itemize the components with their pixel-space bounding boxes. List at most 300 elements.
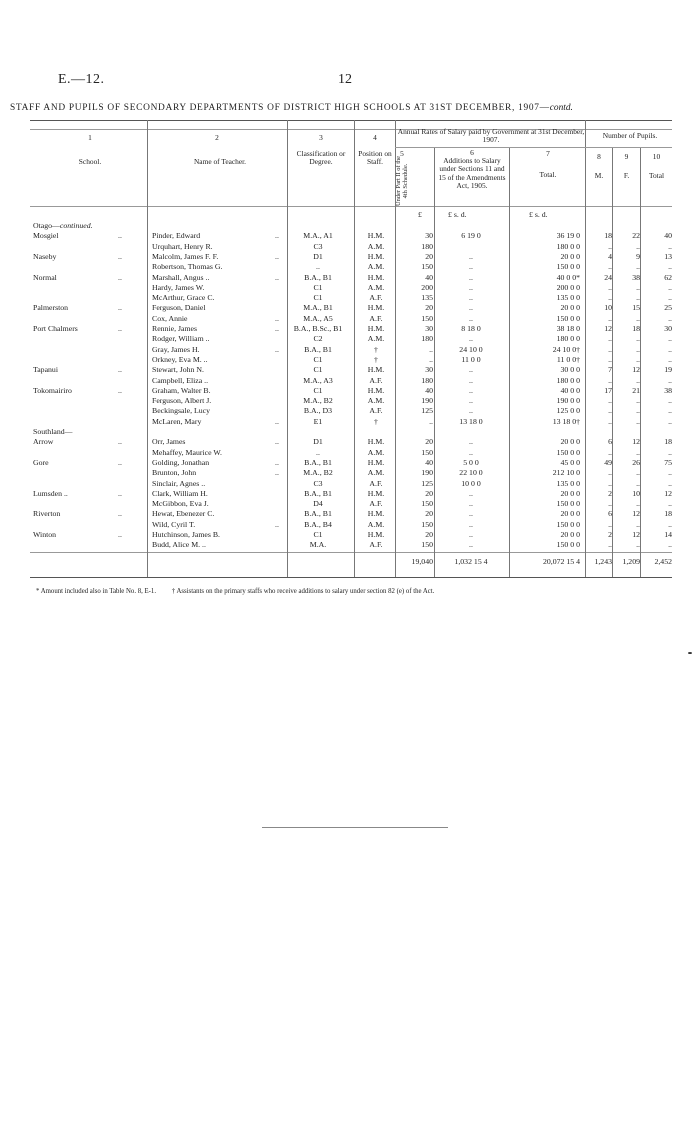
table-row [0, 221, 700, 231]
teacher-leader-dots: .. [275, 251, 279, 261]
title-contd: contd. [549, 103, 573, 113]
salary-total: 20 0 0 [560, 251, 580, 261]
salary-group-rule [395, 147, 585, 148]
salary-additions: .. [469, 437, 473, 447]
salary-total: 190 0 0 [556, 396, 580, 406]
pupils-total: 18 [664, 437, 672, 447]
classification: B.A., B1 [304, 488, 332, 498]
table-row [0, 365, 700, 375]
pupils-male: .. [608, 241, 612, 251]
pupils-total: .. [668, 540, 672, 550]
salary-under-part: 30 [425, 365, 433, 375]
salary-under-part: 135 [421, 293, 433, 303]
pupils-male: 18 [604, 231, 612, 241]
pupils-female: .. [636, 478, 640, 488]
school-leader-dots: .. [118, 324, 122, 333]
pupils-total: .. [668, 406, 672, 416]
footnote-asterisk: * Amount included also in Table No. 8, E-1. [36, 588, 157, 595]
teacher-name: Ferguson, Albert J. [152, 396, 212, 406]
salary-additions: .. [469, 251, 473, 261]
teacher-name: Urquhart, Henry R. [152, 241, 213, 251]
salary-additions: .. [469, 509, 473, 519]
pupils-male: .. [608, 334, 612, 344]
table-row [0, 540, 700, 550]
total-pupils: 2,452 [654, 557, 672, 566]
col-header-pupils-group: Number of Pupils. [602, 131, 658, 140]
salary-under-part: 125 [421, 478, 433, 488]
teacher-name: Wild, Cyril T. [152, 519, 196, 529]
page-number: 12 [338, 72, 352, 87]
pupils-female: 9 [636, 251, 640, 261]
classification: B.A., B1 [304, 457, 332, 467]
col-header-position: Position on Staff. [358, 149, 392, 167]
classification: M.A., B2 [303, 396, 333, 406]
school-leader-dots: .. [118, 457, 122, 467]
pupils-male: 49 [604, 457, 612, 467]
position: A.F. [369, 313, 383, 323]
salary-total: 135 0 0 [556, 293, 580, 303]
pupils-total: 18 [664, 509, 672, 519]
position: † [374, 416, 378, 426]
teacher-name: Stewart, John N. [152, 365, 204, 375]
position: A.M. [367, 241, 385, 251]
teacher-leader-dots: .. [275, 519, 279, 529]
pupils-female: 15 [632, 303, 640, 313]
salary-additions: .. [469, 385, 473, 395]
salary-total: 38 18 0 [556, 324, 580, 333]
position: H.M. [367, 303, 385, 313]
pupils-total: .. [668, 354, 672, 364]
school-name: Tokomairiro [33, 385, 72, 395]
pupils-female: .. [636, 519, 640, 529]
col-number-9: 9 [624, 152, 629, 161]
end-rule [262, 827, 448, 828]
table-row [0, 293, 700, 303]
classification: B.A., B.Sc., B1 [293, 324, 343, 333]
salary-total: 150 0 0 [556, 540, 580, 550]
salary-under-part: 40 [425, 457, 433, 467]
pupils-female: .. [636, 499, 640, 509]
pupils-female: 38 [632, 272, 640, 282]
position: H.M. [367, 457, 385, 467]
school-name: Mosgiel [33, 231, 59, 241]
classification: C1 [313, 385, 323, 395]
salary-total: 212 10 0 [552, 468, 580, 478]
position: † [374, 344, 378, 354]
school-name: Naseby [33, 251, 57, 261]
table-row [0, 437, 700, 447]
salary-under-part: 150 [421, 447, 433, 457]
col-number-6: 6 [470, 148, 474, 157]
classification: C3 [313, 478, 323, 488]
salary-total: 125 0 0 [556, 406, 580, 416]
pupils-total: .. [668, 241, 672, 251]
salary-total: 45 0 0 [560, 457, 580, 467]
pupils-male: .. [608, 293, 612, 303]
teacher-name: Gray, James H. [152, 344, 200, 354]
pupils-female: .. [636, 282, 640, 292]
col-number-4: 4 [373, 133, 377, 142]
pupils-female: 18 [632, 324, 640, 333]
teacher-name: Clark, William H. [152, 488, 208, 498]
pupils-female: .. [636, 396, 640, 406]
salary-additions: .. [469, 365, 473, 375]
classification: M.A., A5 [303, 313, 333, 323]
teacher-leader-dots: .. [275, 468, 279, 478]
pupils-male: .. [608, 282, 612, 292]
salary-under-part: 180 [421, 375, 433, 385]
table-row [0, 499, 700, 509]
salary-additions: .. [469, 262, 473, 272]
pupils-total: 75 [664, 457, 672, 467]
classification: C1 [313, 530, 323, 539]
teacher-name: McLaren, Mary [152, 416, 202, 426]
classification: M.A., A3 [303, 375, 333, 385]
salary-total: 40 0 0 [560, 385, 580, 395]
position: A.F. [369, 375, 383, 385]
pupils-female: .. [636, 344, 640, 354]
school-leader-dots: .. [118, 303, 122, 313]
pupils-female: .. [636, 447, 640, 457]
pupils-female: 12 [632, 530, 640, 539]
salary-total: 150 0 0 [556, 262, 580, 272]
teacher-name: Robertson, Thomas G. [152, 262, 223, 272]
school-name: Gore [33, 457, 49, 467]
table-top-rule [30, 120, 672, 121]
salary-additions: .. [469, 303, 473, 313]
pupils-female: 21 [632, 385, 640, 395]
salary-under-part: 20 [425, 509, 433, 519]
pupils-male: 2 [608, 530, 612, 539]
pupils-female: .. [636, 468, 640, 478]
classification: D1 [313, 251, 323, 261]
title-main: STAFF AND PUPILS OF SECONDARY DEPARTMENTS OF DISTRICT HIGH SCHOOLS AT 31ST DECEMBER, 1907— [10, 103, 550, 113]
salary-under-part: 30 [425, 324, 433, 333]
salary-additions: .. [469, 396, 473, 406]
school-name: Southland— [33, 427, 73, 436]
classification: E1 [313, 416, 323, 426]
continued-note: continued. [59, 221, 93, 230]
salary-under-part: 20 [425, 303, 433, 313]
pupils-female: 12 [632, 365, 640, 375]
teacher-name: Brunton, John [152, 468, 197, 478]
pupils-female: .. [636, 416, 640, 426]
col-number-7: 7 [546, 149, 550, 158]
table-row [0, 324, 700, 334]
pupils-total: .. [668, 499, 672, 509]
col-number-5: 5 [400, 149, 404, 158]
table-row [0, 242, 700, 252]
col-header-salary-group: Annual Rates of Salary paid by Government at 31st December, 1907. [397, 127, 585, 145]
salary-additions: 22 10 0 [459, 468, 483, 478]
teacher-name: Golding, Jonathan [152, 457, 210, 467]
table-row [0, 396, 700, 406]
pupils-female: .. [636, 406, 640, 416]
col-number-3: 3 [319, 133, 323, 142]
salary-total: 20 0 0 [560, 509, 580, 519]
totals-rule [30, 552, 672, 553]
teacher-leader-dots: .. [275, 344, 279, 354]
salary-under-part: 180 [421, 334, 433, 344]
col-header-school: School. [78, 157, 102, 166]
salary-additions: .. [469, 447, 473, 457]
salary-additions: 11 0 0 [461, 354, 481, 364]
table-row [0, 314, 700, 324]
table-row [0, 303, 700, 313]
table-row [0, 376, 700, 386]
school-leader-dots: .. [118, 385, 122, 395]
col-header-total: Total. [539, 170, 557, 179]
salary-additions: .. [469, 406, 473, 416]
table-row [0, 479, 700, 489]
pupils-female: 12 [632, 437, 640, 447]
pupils-female: 10 [632, 488, 640, 498]
school-name: Otago—continued. [33, 221, 93, 230]
units-row [0, 210, 700, 220]
table-row [0, 386, 700, 396]
table-row [0, 252, 700, 262]
unit-lsd-additions: £ s. d. [448, 210, 467, 219]
position: A.F. [369, 478, 383, 488]
salary-total: 20 0 0 [560, 488, 580, 498]
teacher-name: McArthur, Grace C. [152, 293, 215, 303]
teacher-leader-dots: .. [275, 324, 279, 333]
classification: C1 [313, 365, 323, 375]
table-row [0, 231, 700, 241]
salary-total: 150 0 0 [556, 447, 580, 457]
pupils-male: .. [608, 499, 612, 509]
salary-additions: .. [469, 499, 473, 509]
salary-total: 150 0 0 [556, 519, 580, 529]
salary-under-part: .. [429, 344, 433, 354]
salary-total: 20 0 0 [560, 530, 580, 539]
teacher-name: Rodger, William .. [152, 334, 210, 344]
position: H.M. [367, 272, 385, 282]
total-male: 1,243 [594, 557, 612, 566]
teacher-leader-dots: .. [275, 231, 279, 241]
pupils-female: .. [636, 293, 640, 303]
salary-total: 20 0 0 [560, 303, 580, 313]
classification: D4 [313, 499, 323, 509]
pupils-female: .. [636, 262, 640, 272]
classification: C2 [313, 334, 323, 344]
col-header-additions: Additions to Salary under Sections 11 and 15 of the Amendments Act, 1905. [438, 156, 506, 190]
col-header-classification: Classification or Degree. [296, 149, 346, 167]
salary-under-part: 20 [425, 437, 433, 447]
pupils-total: .. [668, 313, 672, 323]
unit-lsd-total: £ s. d. [529, 210, 548, 219]
pupils-female: 26 [632, 457, 640, 467]
teacher-name: Hutchinson, James B. [152, 530, 221, 539]
classification: M.A., B1 [303, 303, 333, 313]
salary-under-part: 125 [421, 406, 433, 416]
salary-under-part: .. [429, 354, 433, 364]
school-name: Arrow [33, 437, 54, 447]
pupils-male: .. [608, 416, 612, 426]
teacher-name: Marshall, Angus .. [152, 272, 210, 282]
teacher-name: McGibbon, Eva J. [152, 499, 209, 509]
salary-under-part: 150 [421, 519, 433, 529]
salary-additions: 6 19 0 [461, 231, 481, 241]
salary-additions: .. [469, 334, 473, 344]
classification: B.A., D3 [303, 406, 333, 416]
teacher-leader-dots: .. [275, 457, 279, 467]
table-row [0, 509, 700, 519]
salary-under-part: 40 [425, 385, 433, 395]
salary-total: 11 0 0† [556, 354, 580, 364]
pupils-total: .. [668, 282, 672, 292]
position: H.M. [367, 385, 385, 395]
pupils-female: .. [636, 313, 640, 323]
school-name: Palmerston [33, 303, 69, 313]
pupils-total: 38 [664, 385, 672, 395]
salary-total: 180 0 0 [556, 375, 580, 385]
position: A.M. [367, 468, 385, 478]
pupils-group-rule [585, 147, 672, 148]
salary-additions: .. [469, 282, 473, 292]
teacher-name: Sinclair, Agnes .. [152, 478, 206, 488]
salary-under-part: 190 [421, 468, 433, 478]
teacher-name: Hewat, Ebenezer C. [152, 509, 215, 519]
pupils-male: 17 [604, 385, 612, 395]
salary-under-part: 40 [425, 272, 433, 282]
salary-under-part: 200 [421, 282, 433, 292]
pupils-male: .. [608, 354, 612, 364]
pupils-total: .. [668, 293, 672, 303]
table-row [0, 417, 700, 427]
col-header-under-part: Under Part II of the 4th Schedule. [395, 155, 409, 207]
pupils-total: 19 [664, 365, 672, 375]
school-leader-dots: .. [118, 272, 122, 282]
salary-under-part: 30 [425, 231, 433, 241]
pupils-male: .. [608, 313, 612, 323]
position: A.M. [367, 262, 385, 272]
salary-under-part: 150 [421, 313, 433, 323]
col-number-1: 1 [88, 133, 92, 142]
pupils-total: .. [668, 375, 672, 385]
school-leader-dots: .. [118, 365, 122, 375]
salary-under-part: 180 [421, 241, 433, 251]
school-leader-dots: .. [118, 509, 122, 519]
position: H.M. [367, 231, 385, 241]
position: H.M. [367, 251, 385, 261]
pupils-total: .. [668, 478, 672, 488]
pupils-male: 7 [608, 365, 612, 375]
position: A.M. [367, 282, 385, 292]
table-row [0, 262, 700, 272]
table-row [0, 427, 700, 437]
salary-under-part: 20 [425, 488, 433, 498]
pupils-total: 62 [664, 272, 672, 282]
teacher-leader-dots: .. [275, 272, 279, 282]
pupils-male: .. [608, 540, 612, 550]
totals-row [0, 557, 700, 567]
position: A.F. [369, 406, 383, 416]
unit-pound: £ [418, 210, 422, 219]
pupils-total: .. [668, 396, 672, 406]
classification: M.A., B2 [303, 468, 333, 478]
salary-additions: .. [469, 293, 473, 303]
salary-additions: .. [469, 530, 473, 539]
salary-total: 180 0 0 [556, 241, 580, 251]
salary-total: 135 0 0 [556, 478, 580, 488]
salary-total: 40 0 0* [556, 272, 580, 282]
teacher-name: Campbell, Eliza .. [152, 375, 209, 385]
footnotes [36, 588, 448, 595]
col-header-teacher: Name of Teacher. [193, 157, 247, 166]
pupils-total: .. [668, 416, 672, 426]
table-row [0, 406, 700, 416]
position: A.M. [367, 447, 385, 457]
pupils-total: .. [668, 334, 672, 344]
teacher-name: Orr, James [152, 437, 186, 447]
position: H.M. [367, 530, 385, 539]
pupils-male: .. [608, 468, 612, 478]
pupils-total: 25 [664, 303, 672, 313]
col-number-2: 2 [215, 133, 219, 142]
teacher-name: Graham, Walter B. [152, 385, 211, 395]
teacher-name: Hardy, James W. [152, 282, 205, 292]
pupils-total: .. [668, 262, 672, 272]
school-leader-dots: .. [118, 251, 122, 261]
pupils-female: .. [636, 540, 640, 550]
table-row [0, 334, 700, 344]
teacher-name: Rennie, James [152, 324, 198, 333]
salary-additions: 24 10 0 [459, 344, 483, 354]
classification: C3 [313, 241, 323, 251]
pupils-total: 12 [664, 488, 672, 498]
salary-total: 150 0 0 [556, 499, 580, 509]
table-row [0, 520, 700, 530]
teacher-name: Beckingsale, Lucy [152, 406, 211, 416]
position: † [374, 354, 378, 364]
table-row [0, 458, 700, 468]
teacher-name: Orkney, Eva M. .. [152, 354, 208, 364]
teacher-leader-dots: .. [275, 416, 279, 426]
position: A.F. [369, 293, 383, 303]
salary-under-part: 20 [425, 251, 433, 261]
pupils-male: .. [608, 478, 612, 488]
classification: C1 [313, 354, 323, 364]
position: A.F. [369, 540, 383, 550]
pupils-total: 40 [664, 231, 672, 241]
pupils-male: 12 [604, 324, 612, 333]
total-under-part: 19,040 [411, 557, 433, 566]
pupils-male: .. [608, 396, 612, 406]
col-header-male: M. [594, 171, 604, 180]
pupils-total: 14 [664, 530, 672, 539]
salary-total: 20 0 0 [560, 437, 580, 447]
pupils-total: .. [668, 519, 672, 529]
position: A.M. [367, 396, 385, 406]
pupils-male: 6 [608, 509, 612, 519]
position: H.M. [367, 437, 385, 447]
table-bottom-rule [30, 577, 672, 578]
total-female: 1,209 [622, 557, 640, 566]
position: H.M. [367, 365, 385, 375]
salary-total: 13 18 0† [552, 416, 580, 426]
position: H.M. [367, 509, 385, 519]
school-leader-dots: .. [118, 231, 122, 241]
position: H.M. [367, 488, 385, 498]
table-title [10, 103, 690, 113]
school-name: Lumsden .. [33, 488, 68, 498]
position: H.M. [367, 324, 385, 333]
table-row [0, 448, 700, 458]
salary-under-part: 190 [421, 396, 433, 406]
classification: C1 [313, 293, 323, 303]
table-row [0, 489, 700, 499]
